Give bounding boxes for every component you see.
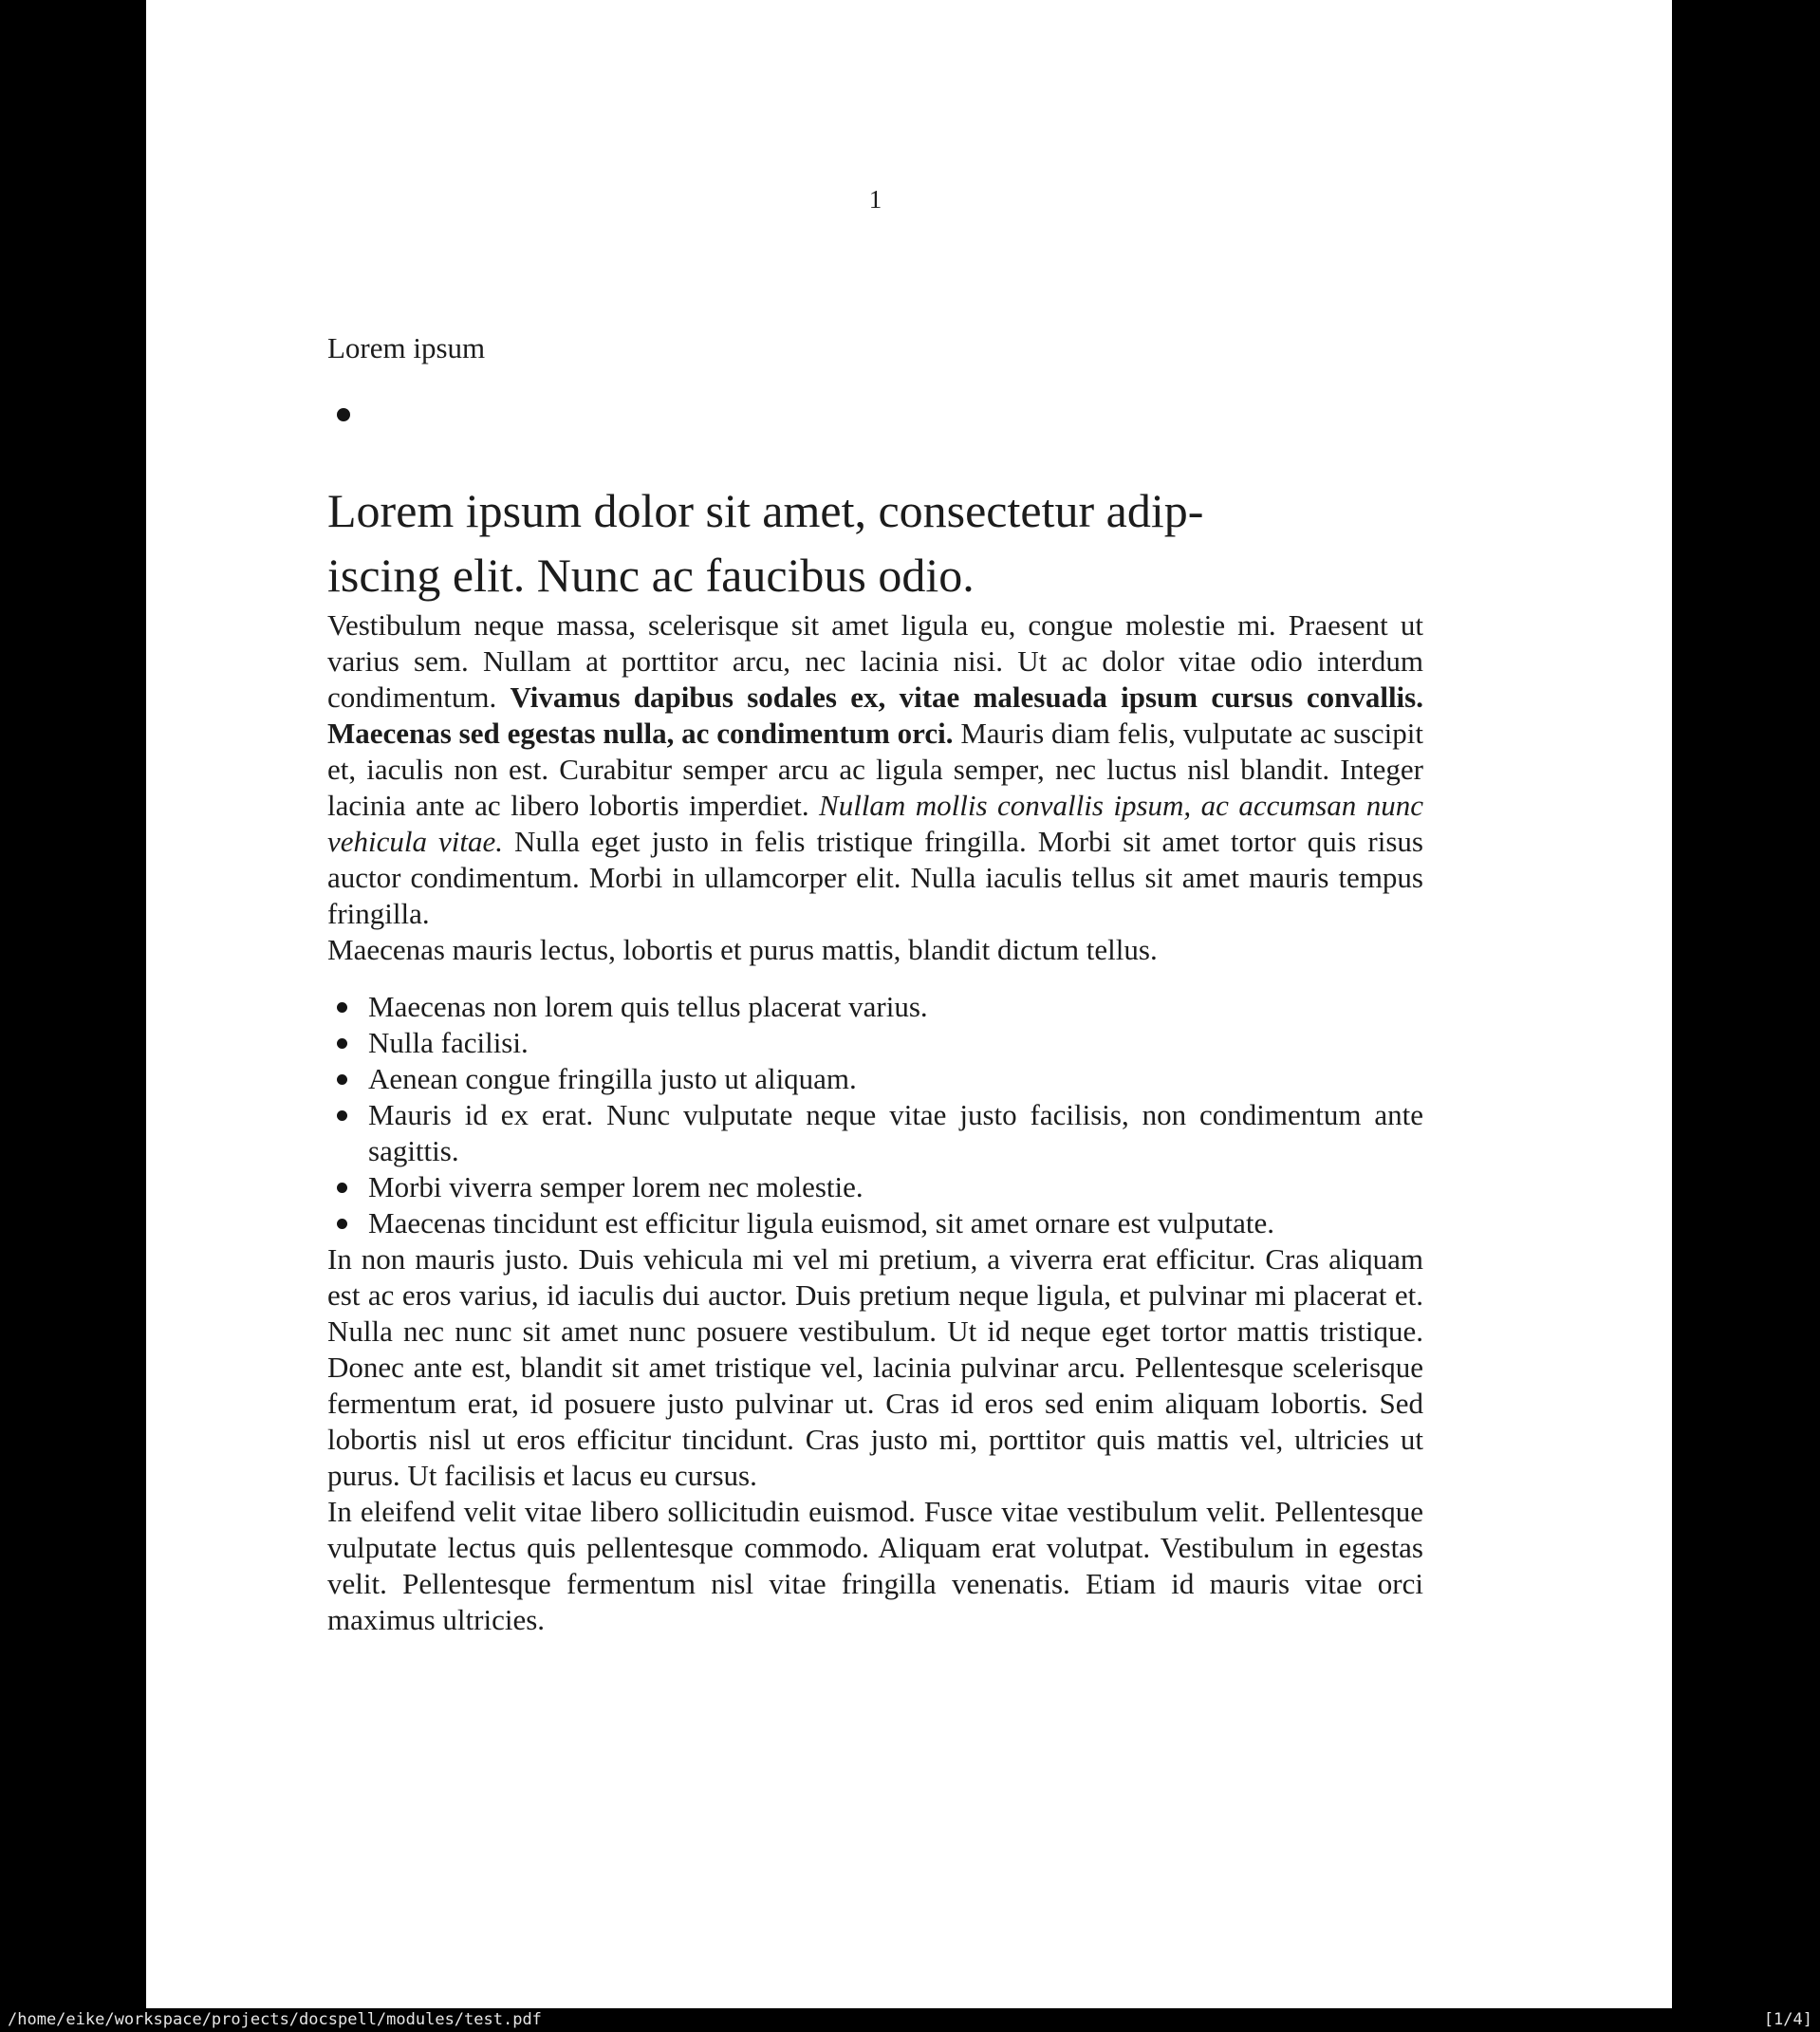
paragraph-1 — [327, 607, 1423, 932]
paragraph-1-part-5: Nulla eget justo in felis tristique fringilla. Morbi sit amet tortor quis risus auctor condimentum. Morbi in ullamcorper elit. Nulla iaculis tellus sit amet mauris tempus fringilla. — [327, 825, 1423, 930]
bullet-icon — [337, 1110, 347, 1121]
list-item — [327, 989, 1423, 1025]
bullet-icon — [337, 1183, 347, 1193]
page-content — [327, 0, 1423, 1638]
document-title-line-1: Lorem ipsum dolor sit amet, consectetur adip- — [327, 484, 1204, 537]
list-item-text: Morbi viverra semper lorem nec molestie. — [368, 1170, 864, 1203]
bullet-icon — [337, 1074, 347, 1085]
bullet-icon — [337, 1002, 347, 1013]
list-item-text: Mauris id ex erat. Nunc vulputate neque vitae justo facilisis, non condimentum ante sagittis. — [368, 1098, 1423, 1167]
list-item-text: Aenean congue fringilla justo ut aliquam. — [368, 1062, 857, 1095]
intro-label: Lorem ipsum — [327, 331, 486, 364]
list-item-text: Nulla facilisi. — [368, 1026, 529, 1059]
list-item-text: Maecenas tincidunt est efficitur ligula euismod, sit amet ornare est vulputate. — [368, 1206, 1274, 1240]
document-page — [146, 0, 1672, 2008]
list-item — [327, 1025, 1423, 1061]
status-bar-file-path: /home/eike/workspace/projects/docspell/modules/test.pdf — [8, 2010, 542, 2029]
list-item — [327, 1169, 1423, 1205]
page-number: 1 — [868, 185, 882, 214]
document-title — [327, 478, 1423, 607]
paragraph-4: In eleifend velit vitae libero sollicitudin euismod. Fusce vitae vestibulum velit. Pellentesque vulputate lectus quis pellentesque commodo. Aliquam erat volutpat. Vestibulum in egestas velit. Pellentesque fermentum nisl vitae fringilla venenatis. Etiam id mauris vitae orci maximus ultricies. — [327, 1495, 1423, 1636]
paragraph-3: In non mauris justo. Duis vehicula mi vel mi pretium, a viverra erat efficitur. Cras aliquam est ac eros varius, id iaculis dui auctor. Duis pretium neque ligula, et pulvinar mi placerat et. Nulla nec nunc sit amet nunc posuere vestibulum. Ut id neque eget tortor mattis tristique. Donec ante est, blandit sit amet tristique vel, lacinia pulvinar arcu. Pellentesque scelerisque fermentum erat, id posuere justo pulvinar ut. Cras id eros sed enim aliquam lobortis. Sed lobortis nisl ut eros efficitur tincidunt. Cras justo mi, porttitor quis mattis vel, ultricies ut purus. Ut facilisis et lacus eu cursus. — [327, 1242, 1423, 1492]
list-item — [327, 1205, 1423, 1241]
paragraph-1-part-1: Vestibulum neque massa, scelerisque sit amet ligula eu, congue molestie mi. Praesent ut varius sem. Nullam at porttitor arcu, nec lacinia nisi. Ut ac dolor vitae odio interdum condimentum. — [327, 608, 1423, 714]
list-item-text: Maecenas non lorem quis tellus placerat varius. — [368, 990, 928, 1023]
status-bar — [0, 2008, 1820, 2032]
bullet-icon — [337, 1038, 347, 1049]
status-bar-page-indicator: [1/4] — [1763, 2010, 1812, 2029]
bullet-icon — [337, 408, 350, 421]
paragraph-1-italic-part: Nullam mollis convallis ipsum, ac accumsan nunc vehicula vitae. — [327, 789, 1423, 858]
paragraph-1-bold-part: Vivamus dapibus sodales ex, vitae malesuada ipsum cursus convallis. Maecenas sed egestas nulla, ac condimentum orci. — [327, 680, 1423, 750]
bullet-icon — [337, 1219, 347, 1229]
document-title-line-2: iscing elit. Nunc ac faucibus odio. — [327, 549, 975, 602]
bullet-list — [327, 989, 1423, 1241]
paragraph-1-part-3: Mauris diam felis, vulputate ac suscipit et, iaculis non est. Curabitur semper arcu ac ligula semper, nec luctus nisl blandit. Integer lacinia ante ac libero lobortis imperdiet. — [327, 717, 1424, 822]
paragraph-2: Maecenas mauris lectus, lobortis et purus mattis, blandit dictum tellus. — [327, 933, 1158, 966]
list-item — [327, 1097, 1423, 1169]
list-item — [327, 1061, 1423, 1097]
